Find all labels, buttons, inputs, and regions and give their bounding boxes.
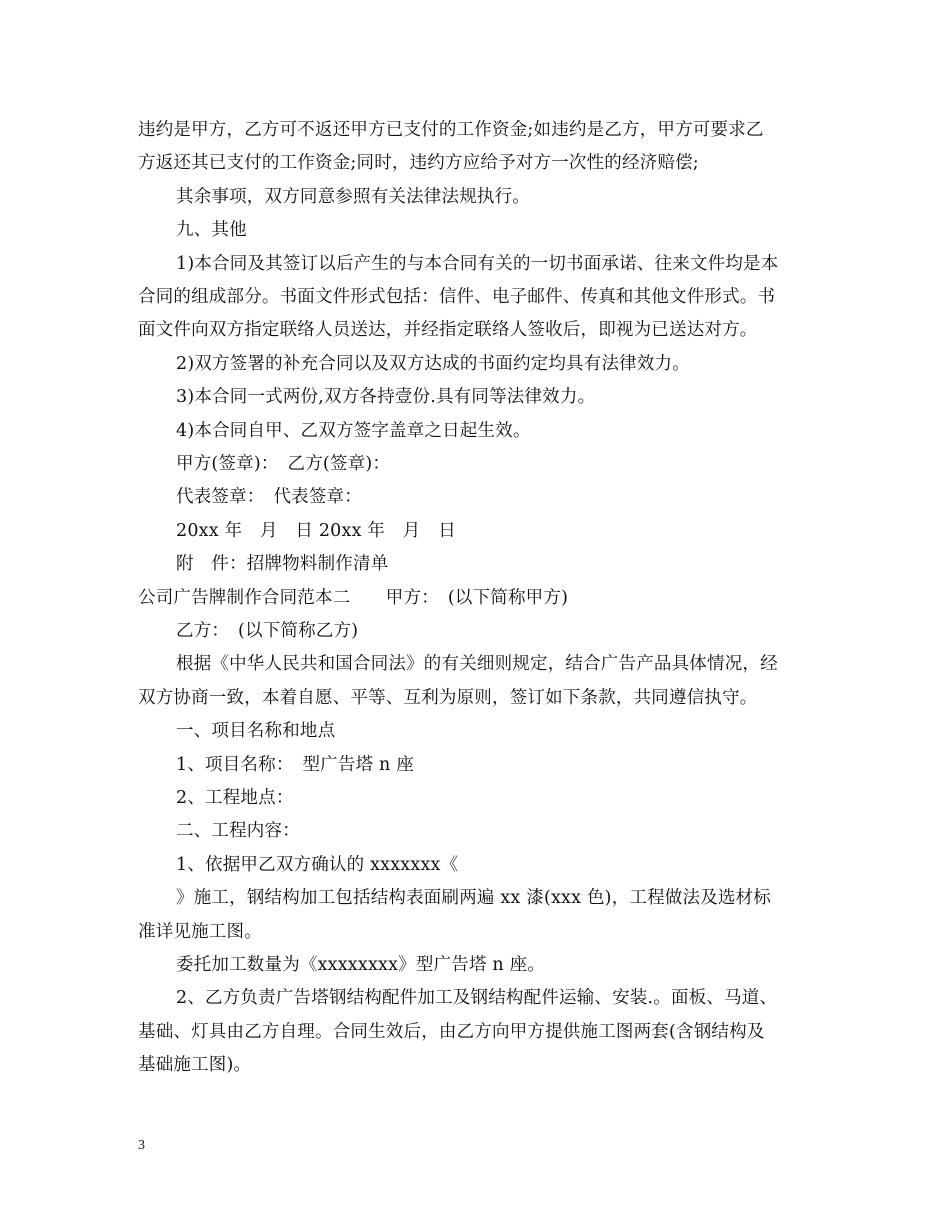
text-line: 一、项目名称和地点: [176, 721, 336, 742]
text-line: 20xx 年 月 日 20xx 年 月 日: [176, 520, 456, 541]
text-line: 基础、灯具由乙方自理。合同生效后，由乙方向甲方提供施工图两套(含钢结构及: [138, 1021, 765, 1042]
text-line: 面文件向双方指定联络人员送达，并经指定联络人签收后，即视为已送达对方。: [138, 320, 758, 341]
text-line: 3)本合同一式两份,双方各持壹份.具有同等法律效力。: [176, 387, 596, 408]
text-line: 附 件：招牌物料制作清单: [176, 554, 389, 575]
text-line: 2、工程地点：: [176, 788, 294, 808]
text-line: 基础施工图)。: [138, 1055, 252, 1076]
text-line: 其余事项，双方同意参照有关法律法规执行。: [176, 186, 530, 207]
text-line: 乙方： (以下简称乙方): [176, 621, 359, 641]
text-line: 双方协商一致，本着自愿、平等、互利为原则，签订如下条款，共同遵信执守。: [138, 687, 758, 708]
text-line: 委托加工数量为《xxxxxxxx》型广告塔 n 座。: [176, 955, 546, 975]
text-line: 1)本合同及其签订以后产生的与本合同有关的一切书面承诺、往来文件均是本: [176, 253, 779, 274]
text-line: 》施工，钢结构加工包括结构表面刷两遍 xx 漆(xxx 色)，工程做法及选材标: [176, 888, 771, 909]
text-line: 1、依据甲乙双方确认的 xxxxxxx《: [176, 854, 459, 875]
text-line: 1、项目名称： 型广告塔 n 座: [176, 754, 414, 775]
text-line: 九、其他: [176, 220, 247, 241]
text-line: 甲方(签章)： 乙方(签章)：: [176, 454, 391, 474]
text-line: 违约是甲方，乙方可不返还甲方已支付的工作资金;如违约是乙方，甲方可要求乙: [138, 120, 764, 140]
page-number: 3: [138, 1138, 145, 1153]
text-line: 4)本合同自甲、乙双方签字盖章之日起生效。: [176, 420, 531, 441]
text-line: 准详见施工图。: [138, 921, 262, 942]
text-line: 公司广告牌制作合同范本二 甲方： (以下简称甲方): [138, 587, 569, 608]
text-line: 根据《中华人民共和国合同法》的有关细则规定，结合广告产品具体情况，经: [176, 654, 778, 675]
text-line: 2、乙方负责广告塔钢结构配件加工及钢结构配件运输、安装.。面板、马道、: [176, 988, 778, 1009]
text-line: 方返还其已支付的工作资金;同时，违约方应给予对方一次性的经济赔偿;: [138, 153, 699, 174]
text-line: 二、工程内容：: [176, 821, 300, 842]
text-line: 代表签章： 代表签章：: [176, 487, 362, 508]
text-line: 合同的组成部分。书面文件形式包括：信件、电子邮件、传真和其他文件形式。书: [138, 287, 776, 307]
text-line: 2)双方签署的补充合同以及双方达成的书面约定均具有法律效力。: [176, 353, 690, 374]
